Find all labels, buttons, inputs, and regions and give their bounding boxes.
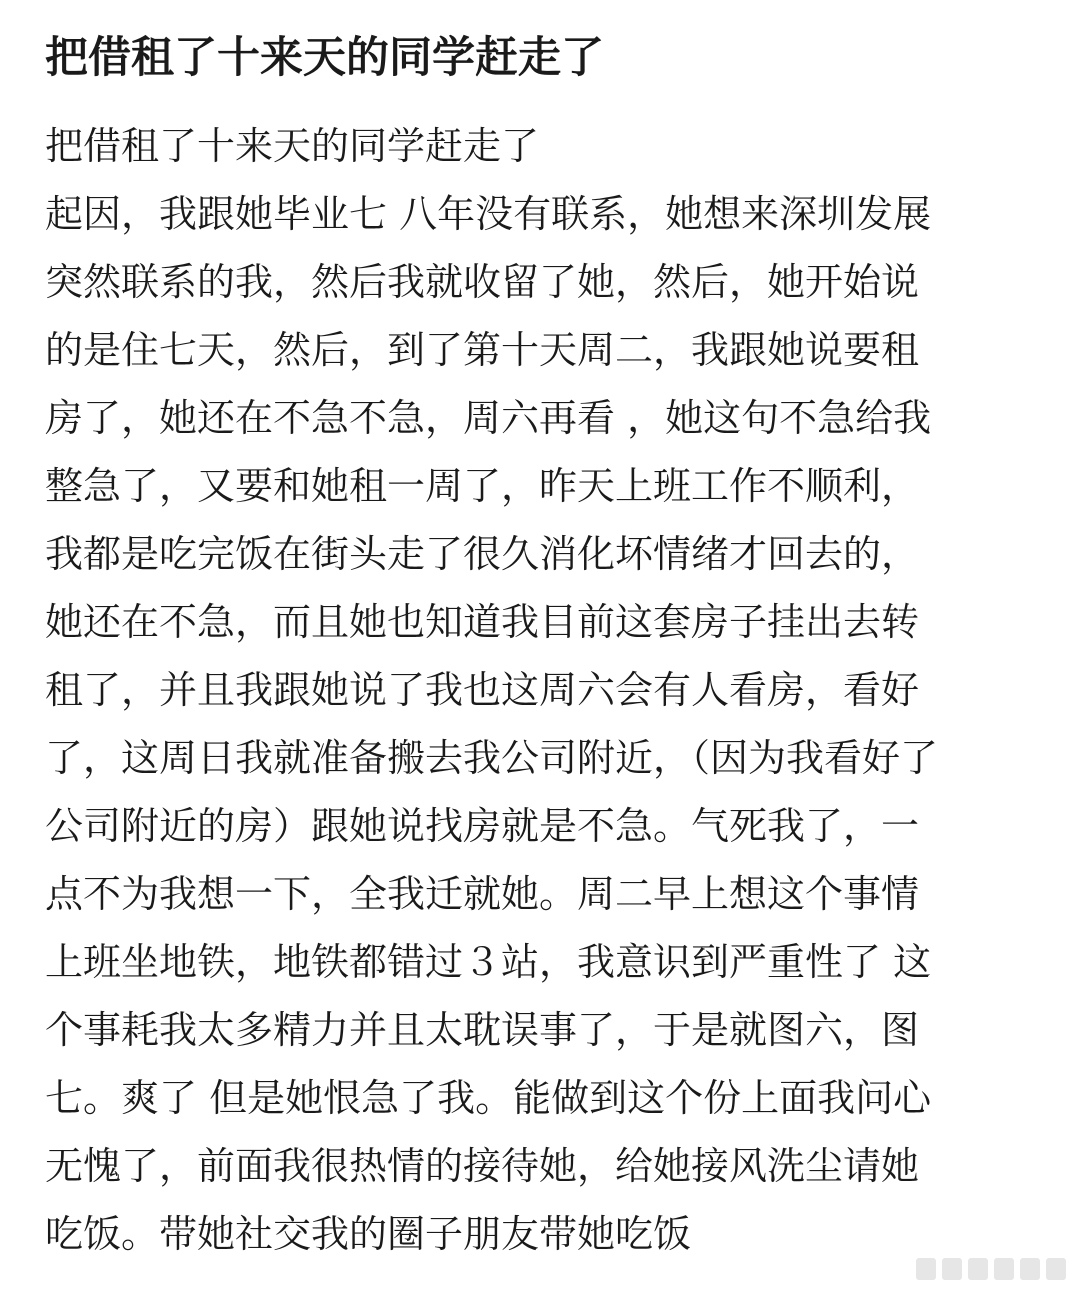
body-line: 吃饭。带她社交我的圈子朋友带她吃饭 (45, 1212, 692, 1256)
body-line: 上班坐地铁，地铁都错过３站，我意识到严重性了 这 (45, 940, 932, 984)
body-line: 起因，我跟她毕业七 八年没有联系，她想来深圳发展 (45, 192, 932, 236)
watermark-mark (1046, 1258, 1066, 1280)
body-line: 七。爽了 但是她恨急了我。能做到这个份上面我问心 (45, 1076, 932, 1120)
body-line: 个事耗我太多精力并且太耽误事了，于是就图六，图 (45, 1008, 920, 1052)
body-line: 她还在不急，而且她也知道我目前这套房子挂出去转 (45, 600, 920, 644)
watermark-mark (942, 1258, 962, 1280)
body-line: 无愧了，前面我很热情的接待她，给她接风洗尘请她 (45, 1144, 920, 1188)
post-body (45, 112, 1045, 1268)
body-line: 突然联系的我，然后我就收留了她，然后，她开始说 (45, 260, 920, 304)
body-line: 的是住七天，然后，到了第十天周二，我跟她说要租 (45, 328, 920, 372)
body-line: 点不为我想一下，全我迁就她。周二早上想这个事情 (45, 872, 920, 916)
body-line: 租了，并且我跟她说了我也这周六会有人看房，看好 (45, 668, 920, 712)
watermark-mark (994, 1258, 1014, 1280)
watermark-mark (1020, 1258, 1040, 1280)
body-line: 了，这周日我就准备搬去我公司附近，（因为我看好了 (45, 736, 939, 780)
watermark-mark (916, 1258, 936, 1280)
watermark (916, 1256, 1066, 1282)
body-line: 我都是吃完饭在街头走了很久消化坏情绪才回去的， (45, 532, 920, 576)
body-line: 公司附近的房）跟她说找房就是不急。气死我了，一 (45, 804, 920, 848)
post-title: 把借租了十来天的同学赶走了 (45, 33, 604, 83)
body-line: 把借租了十来天的同学赶走了 (45, 124, 540, 168)
watermark-mark (968, 1258, 988, 1280)
body-line: 房了，她还在不急不急，周六再看 ，她这句不急给我 (45, 396, 932, 440)
body-line: 整急了，又要和她租一周了，昨天上班工作不顺利， (45, 464, 920, 508)
